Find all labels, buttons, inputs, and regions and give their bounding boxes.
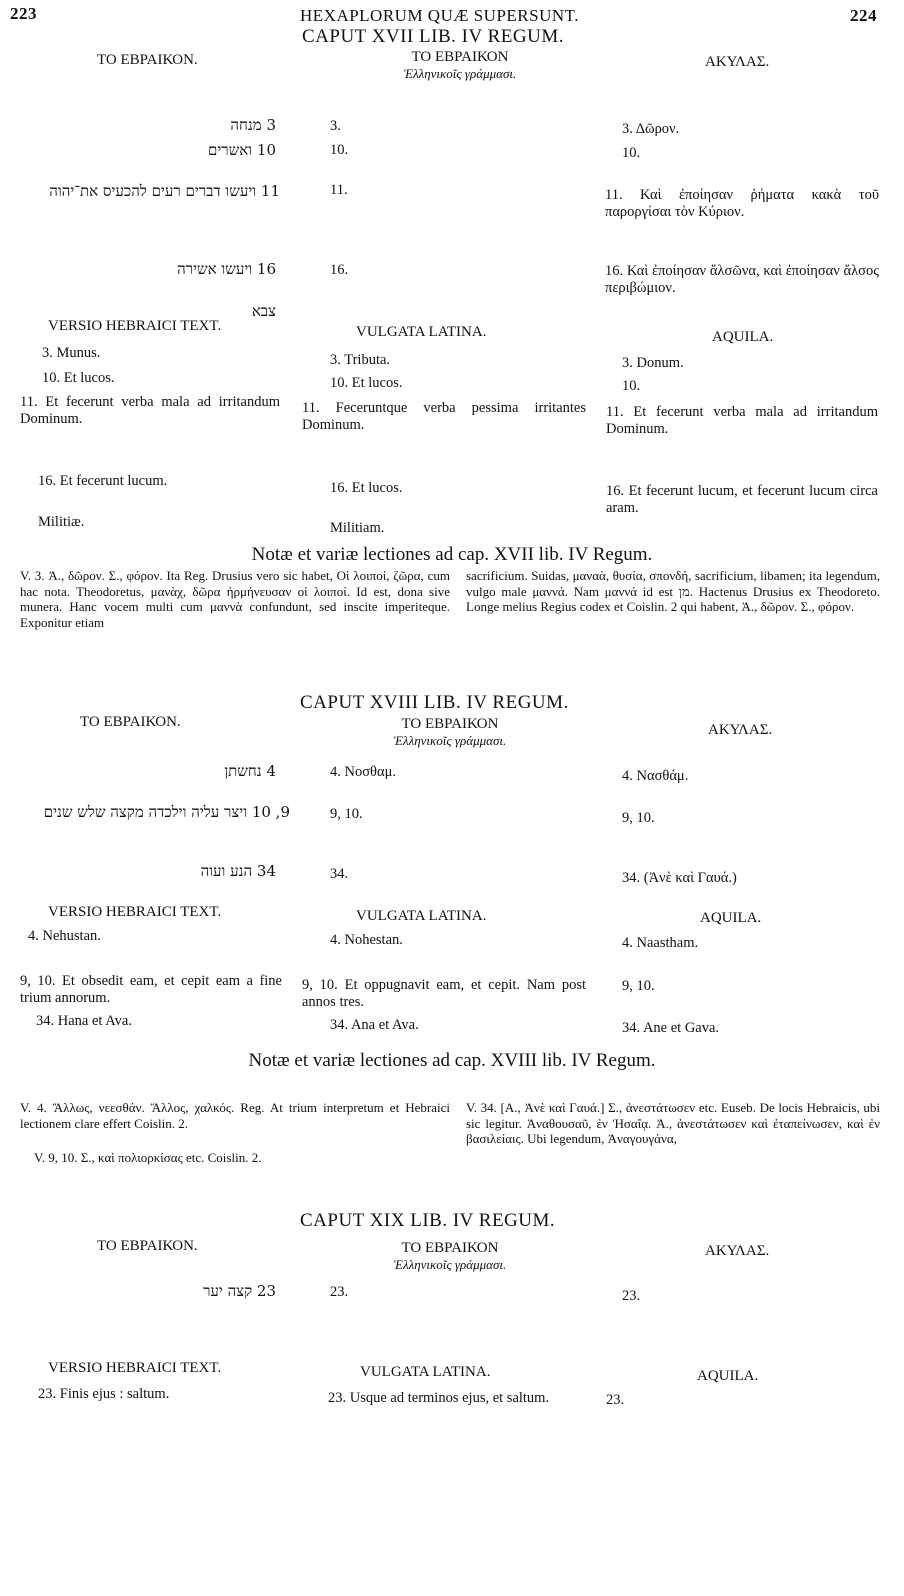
latin-header-versio: VERSIO HEBRAICI TEXT. <box>48 904 222 920</box>
versio-line: 11. Et fecerunt verba mala ad irritandum Dominum. <box>20 394 280 427</box>
column-header-greek <box>350 716 550 749</box>
chapter-title: CAPUT XVII LIB. IV REGUM. <box>302 26 564 47</box>
hebrew-verse: 23 קצה יער <box>203 1282 276 1300</box>
latin-header-vulgata: VULGATA LATINA. <box>360 1364 491 1380</box>
aquila-greek-verse: 16. Καὶ ἐποίησαν ἄλσῶνα, καὶ ἐποίησαν ἄλσος περιβώμιον. <box>605 263 879 296</box>
vulgata-line: 23. Usque ad terminos ejus, et saltum. <box>328 1390 550 1406</box>
hebrew-verse: 9, 10 ויצר עליה וילכדה מקצה שלש שנים <box>43 803 290 821</box>
notes-left-column: V. 3. Ἀ., δῶρον. Σ., φόρον. Ita Reg. Drusius vero sic habet, Οἱ λοιποί, ζῶρα, cum hac nota. Theodoretus, μανὰχ, δῶρα ἡρμήνευσαν οἱ λοιποί. Id est, dona sive munera. Hanc vocem multi cum μαννὰ confundunt, sed inscite imperiteque. Exponitur etiam <box>20 568 450 630</box>
aquila-latin-line: 9, 10. <box>622 978 655 994</box>
greek-verse: 4. Νοσθαμ. <box>330 764 396 780</box>
column-header-hebrew: ΤΟ ΕΒΡΑΙΚΟΝ. <box>97 1238 198 1254</box>
aquila-latin-line: 11. Et fecerunt verba mala ad irritandum Dominum. <box>606 404 878 437</box>
notes-right-column: V. 34. [Α., Ἀνὲ καὶ Γαυά.] Σ., ἀνεστάτωσεν etc. Euseb. De locis Hebraicis, ubi sic legitur. Ἀναθουσαῦ, ἐν Ἡσαΐᾳ. Ἀ., ἀνεστάτωσεν καὶ ἐταπείνωσεν, καὶ ἐν βασιλείαις. Ubi legendum, Ἀναγουγάνα, <box>466 1100 880 1146</box>
column-header-greek-title: ΤΟ ΕΒΡΑΙΚΟΝ <box>401 1240 499 1256</box>
vulgata-line: 9, 10. Et oppugnavit eam, et cepit. Nam post annos tres. <box>302 977 586 1010</box>
column-header-aquila: ΑΚΥΛΑΣ. <box>708 722 773 738</box>
column-header-aquila: ΑΚΥΛΑΣ. <box>705 1243 770 1259</box>
aquila-greek-verse: 11. Καὶ ἐποίησαν ῥήματα κακὰ τοῦ παροργίσαι τὸν Κύριον. <box>605 187 879 220</box>
aquila-latin-line: 4. Naastham. <box>622 935 699 951</box>
column-header-hebrew: ΤΟ ΕΒΡΑΙΚΟΝ. <box>80 714 181 730</box>
versio-line: Militiæ. <box>38 514 85 530</box>
greek-verse: 9, 10. <box>330 806 363 822</box>
greek-verse: 23. <box>330 1284 349 1300</box>
versio-line: 9, 10. Et obsedit eam, et cepit eam a fine trium annorum. <box>20 973 282 1006</box>
hebrew-verse: 11 ויעשו דברים רעים להכעיס את־יהוה <box>49 182 280 200</box>
latin-header-vulgata: VULGATA LATINA. <box>356 324 487 340</box>
notes-right-column: sacrificium. Suidas, μαναὰ, θυσία, σπονδή, sacrificium, libamen; ita legendum, vulgo male μαννά. Nam μαννά id est מן. Hactenus Drusius ex Theodoreto. Longe melius Regius codex et Coislin. 2 qui habent, Ἀ., δῶρον. Σ., φόρον. <box>466 568 880 614</box>
column-header-greek <box>370 49 550 82</box>
aquila-greek-verse: 3. Δῶρον. <box>622 121 680 137</box>
column-header-aquila: ΑΚΥΛΑΣ. <box>705 54 770 70</box>
notes-left-column-2: V. 9, 10. Σ., καὶ πολιορκίσας etc. Coislin. 2. <box>34 1150 262 1165</box>
notes-title: Notæ et variæ lectiones ad cap. XVIII lib. IV Regum. <box>248 1050 656 1071</box>
vulgata-line: 10. Et lucos. <box>330 375 403 391</box>
versio-line: 16. Et fecerunt lucum. <box>38 473 168 489</box>
column-header-greek-title: ΤΟ ΕΒΡΑΙΚΟΝ <box>401 716 499 732</box>
latin-header-versio: VERSIO HEBRAICI TEXT. <box>48 1360 222 1376</box>
chapter-title: CAPUT XVIII LIB. IV REGUM. <box>300 692 569 713</box>
aquila-greek-verse: 4. Νασθάμ. <box>622 768 689 784</box>
aquila-latin-line: 10. <box>622 378 641 394</box>
column-header-greek-sub: Ἑλληνικοῖς γράμμασι. <box>393 733 507 748</box>
notes-title: Notæ et variæ lectiones ad cap. XVII lib. IV Regum. <box>251 544 653 565</box>
versio-line: 4. Nehustan. <box>28 928 101 944</box>
page-number-right: 224 <box>850 6 877 25</box>
column-header-greek-sub: Ἑλληνικοῖς γράμμασι. <box>393 1257 507 1272</box>
page-number-left: 223 <box>10 4 37 23</box>
chapter-title: CAPUT XIX LIB. IV REGUM. <box>300 1210 556 1231</box>
column-header-hebrew: ΤΟ ΕΒΡΑΙΚΟΝ. <box>97 52 198 68</box>
hebrew-verse: 10 ואשרים <box>208 141 276 159</box>
latin-header-aquila: AQUILA. <box>697 1368 759 1384</box>
aquila-latin-line: 23. <box>606 1392 625 1408</box>
greek-verse: 16. <box>330 262 349 278</box>
hebrew-verse: 34 הנע ועוה <box>200 862 276 880</box>
greek-verse: 10. <box>330 142 349 158</box>
hebrew-verse: 4 נחשתן <box>224 762 276 780</box>
aquila-greek-verse: 34. (Ἀνὲ καὶ Γαυά.) <box>622 870 737 886</box>
vulgata-line: 34. Ana et Ava. <box>330 1017 419 1033</box>
hebrew-verse: 3 מנחה <box>230 116 276 134</box>
greek-verse: 11. <box>330 182 348 198</box>
running-head: HEXAPLORUM QUÆ SUPERSUNT. <box>300 6 580 25</box>
latin-header-aquila: AQUILA. <box>700 910 762 926</box>
vulgata-line: 16. Et lucos. <box>330 480 403 496</box>
aquila-greek-verse: 23. <box>622 1288 641 1304</box>
hebrew-verse: 16 ויעשו אשירה <box>177 260 276 278</box>
versio-line: 10. Et lucos. <box>42 370 115 386</box>
hebrew-verse: צבא <box>251 302 276 320</box>
latin-header-vulgata: VULGATA LATINA. <box>356 908 487 924</box>
aquila-greek-verse: 10. <box>622 145 641 161</box>
latin-header-versio: VERSIO HEBRAICI TEXT. <box>48 318 222 334</box>
column-header-greek-sub: Ἑλληνικοῖς γράμμασι. <box>403 66 517 81</box>
versio-line: 23. Finis ejus : saltum. <box>38 1386 170 1402</box>
column-header-greek-title: ΤΟ ΕΒΡΑΙΚΟΝ <box>411 49 509 65</box>
vulgata-line: 11. Feceruntque verba pessima irritantes Dominum. <box>302 400 586 433</box>
greek-verse: 34. <box>330 866 349 882</box>
vulgata-line: 3. Tributa. <box>330 352 391 368</box>
vulgata-line: Militiam. <box>330 520 385 536</box>
versio-line: 34. Hana et Ava. <box>36 1013 132 1029</box>
latin-header-aquila: AQUILA. <box>712 329 774 345</box>
versio-line: 3. Munus. <box>42 345 101 361</box>
aquila-greek-verse: 9, 10. <box>622 810 655 826</box>
aquila-latin-line: 34. Ane et Gava. <box>622 1020 720 1036</box>
column-header-greek <box>350 1240 550 1273</box>
aquila-latin-line: 3. Donum. <box>622 355 684 371</box>
notes-left-column: V. 4. Ἄλλως, νεεσθάν. Ἄλλος, χαλκός. Reg. At trium interpretum et Hebraici lectionem clare effert Coislin. 2. <box>20 1100 450 1131</box>
vulgata-line: 4. Nohestan. <box>330 932 403 948</box>
aquila-latin-line: 16. Et fecerunt lucum, et fecerunt lucum circa aram. <box>606 483 878 516</box>
greek-verse: 3. <box>330 118 341 134</box>
